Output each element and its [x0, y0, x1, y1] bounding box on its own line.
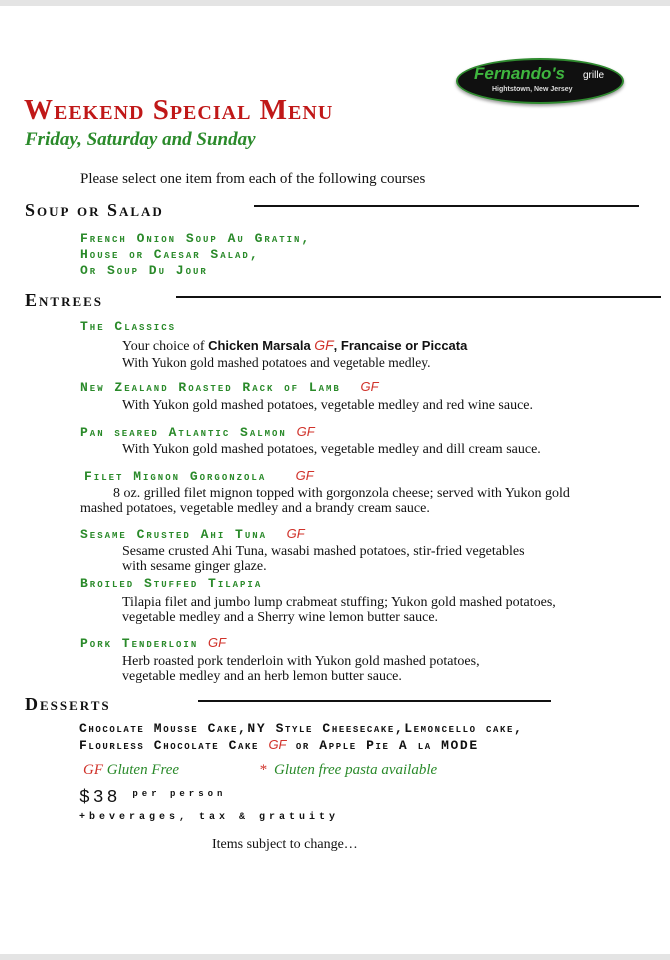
menu-subtitle: Friday, Saturday and Sunday	[25, 129, 256, 150]
gf-legend: GF Gluten Free	[83, 762, 180, 778]
dessert-list-line: Chocolate Mousse Cake,NY Style Cheesecake,Lemoncello cake,	[79, 721, 524, 736]
entree-name: The Classics	[80, 319, 177, 334]
entree-name: Sesame Crusted Ahi Tuna GF	[80, 526, 305, 542]
section-divider	[198, 700, 551, 702]
section-divider	[254, 205, 639, 207]
gf-mark: GF	[208, 635, 227, 650]
pasta-note: * Gluten free pasta available	[259, 762, 438, 778]
bottom-edge	[0, 954, 670, 960]
restaurant-logo	[456, 58, 624, 104]
gf-mark: GF	[296, 424, 315, 439]
gf-mark: GF	[295, 468, 314, 483]
top-edge	[0, 0, 670, 6]
dessert-list-line: Flourless Chocolate Cake GF or Apple Pie A la MODE	[79, 737, 479, 753]
gf-mark: GF	[268, 737, 287, 752]
entrees-heading: Entrees	[25, 290, 104, 310]
gf-mark: GF	[286, 526, 305, 541]
desserts-heading: Desserts	[25, 694, 111, 714]
entree-description: Sesame crusted Ahi Tuna, wasabi mashed potatoes, stir-fried vegetables	[122, 544, 525, 559]
price	[79, 788, 226, 808]
soup-salad-line: Or Soup Du Jour	[80, 263, 208, 278]
menu-title: Weekend Special Menu	[24, 94, 334, 126]
instruction-text: Please select one item from each of the following courses	[80, 171, 426, 187]
price-amount: $38	[79, 788, 121, 808]
footer-note: Items subject to change…	[212, 837, 358, 852]
entree-name: Filet Mignon Gorgonzola GF	[84, 468, 314, 484]
entree-description: mashed potatoes, vegetable medley and a brandy cream sauce.	[80, 501, 430, 516]
entree-description: Herb roasted pork tenderloin with Yukon gold mashed potatoes,	[122, 654, 480, 669]
entree-description: With Yukon gold mashed potatoes and vegetable medley.	[122, 355, 431, 370]
logo-suffix: grille	[583, 70, 605, 81]
entree-description: vegetable medley and an herb lemon butter sauce.	[122, 669, 402, 684]
entree-name: Broiled Stuffed Tilapia	[80, 576, 263, 591]
soup-salad-line: French Onion Soup Au Gratin,	[80, 231, 312, 246]
price-per: per person	[132, 789, 227, 799]
entree-description: With Yukon gold mashed potatoes, vegetable medley and red wine sauce.	[122, 398, 534, 413]
logo-name: Fernando's	[474, 64, 565, 83]
entree-description: With Yukon gold mashed potatoes, vegetable medley and dill cream sauce.	[122, 442, 541, 457]
logo-location: Hightstown, New Jersey	[492, 86, 573, 93]
asterisk: *	[259, 762, 267, 778]
gf-mark: GF	[83, 762, 103, 778]
entree-description: vegetable medley and a Sherry wine lemon butter sauce.	[122, 610, 439, 625]
entree-name: Pan seared Atlantic Salmon GF	[80, 424, 315, 440]
entree-description: with sesame ginger glaze.	[122, 559, 267, 574]
entree-description: Your choice of Chicken Marsala GF, Francaise or Piccata	[122, 337, 468, 354]
gf-mark: GF	[360, 379, 379, 394]
entree-description: 8 oz. grilled filet mignon topped with gorgonzola cheese; served with Yukon gold	[113, 486, 570, 501]
section-divider	[176, 296, 661, 298]
gf-mark: GF	[314, 337, 334, 353]
soup-salad-heading: Soup or Salad	[25, 200, 164, 220]
soup-salad-line: House or Caesar Salad,	[80, 247, 260, 262]
entree-description: Tilapia filet and jumbo lump crabmeat stuffing; Yukon gold mashed potatoes,	[122, 595, 556, 610]
price-extras: +beverages, tax & gratuity	[79, 812, 340, 823]
entree-name: Pork Tenderloin GF	[80, 635, 227, 651]
entree-name: New Zealand Roasted Rack of Lamb GF	[80, 379, 379, 395]
